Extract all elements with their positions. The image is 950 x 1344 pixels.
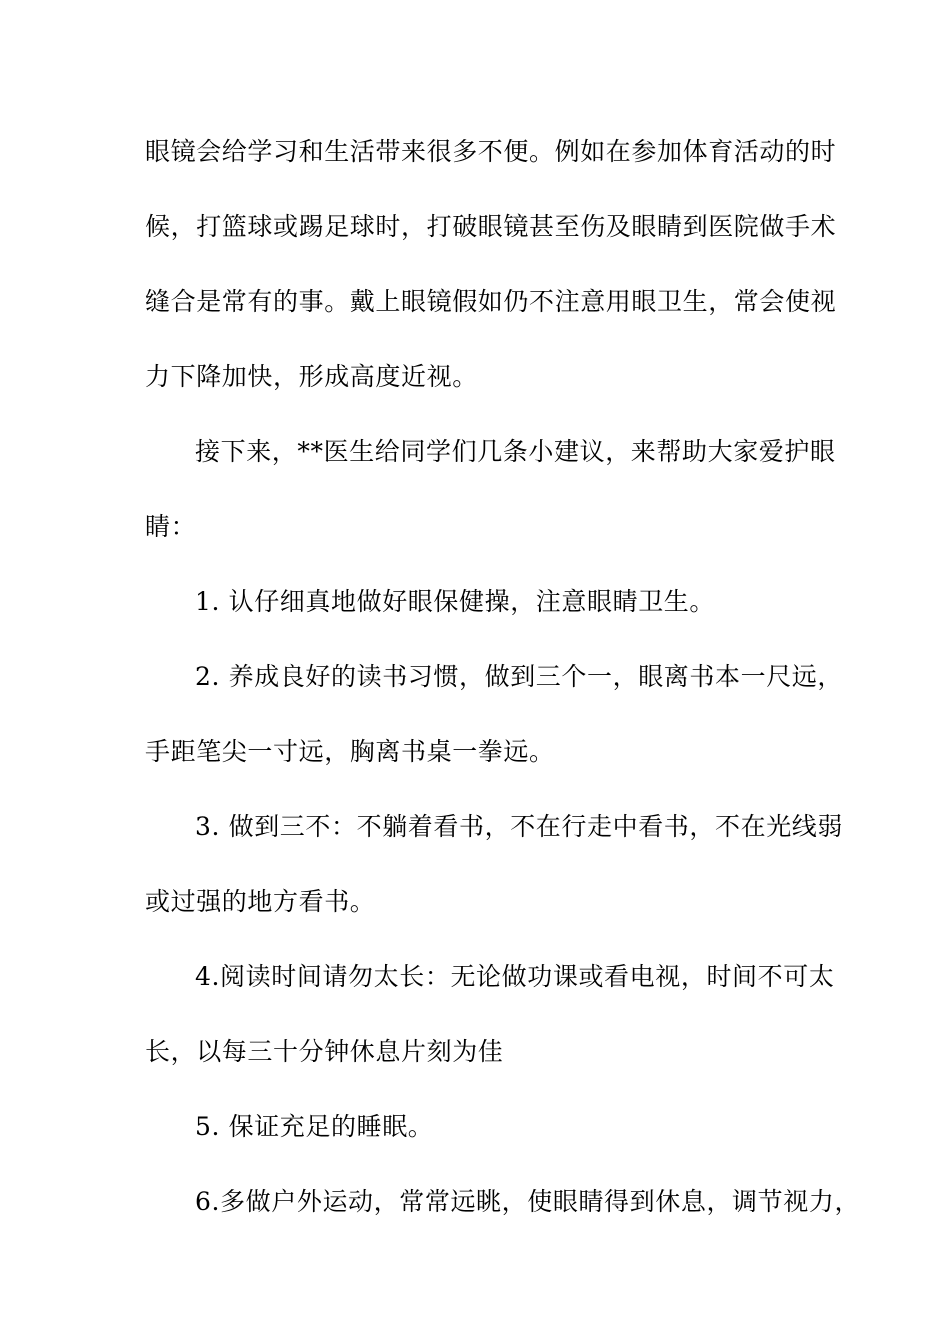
list-item-1: 1. 认仔细真地做好眼保健操，注意眼睛卫生。	[195, 587, 716, 616]
list-item-4: 4.阅读时间请勿太长：无论做功课或看电视，时间不可太	[195, 962, 835, 991]
list-item-3: 3. 做到三不：不躺着看书，不在行走中看书，不在光线弱	[195, 812, 844, 841]
list-item-6: 6.多做户外运动，常常远眺，使眼睛得到休息，调节视力，	[195, 1187, 861, 1216]
text-line: 候，打篮球或踢足球时，打破眼镜甚至伤及眼睛到医院做手术	[145, 212, 837, 241]
paragraph-intro-line: 接下来，**医生给同学们几条小建议，来帮助大家爱护眼	[195, 437, 836, 466]
list-item-5: 5. 保证充足的睡眠。	[195, 1112, 434, 1141]
list-item-2-continuation: 手距笔尖一寸远，胸离书桌一拳远。	[145, 737, 555, 766]
list-item-4-continuation: 长，以每三十分钟休息片刻为佳	[145, 1037, 504, 1066]
text-line: 睛：	[145, 512, 197, 541]
document-body	[145, 130, 861, 1255]
list-item-3-continuation: 或过强的地方看书。	[145, 887, 376, 916]
text-line: 眼镜会给学习和生活带来很多不便。例如在参加体育活动的时	[145, 137, 837, 166]
text-line: 缝合是常有的事。戴上眼镜假如仍不注意用眼卫生，常会使视	[145, 287, 837, 316]
list-item-2: 2. 养成良好的读书习惯，做到三个一，眼离书本一尺远，	[195, 662, 844, 691]
text-line: 力下降加快，形成高度近视。	[145, 362, 478, 391]
